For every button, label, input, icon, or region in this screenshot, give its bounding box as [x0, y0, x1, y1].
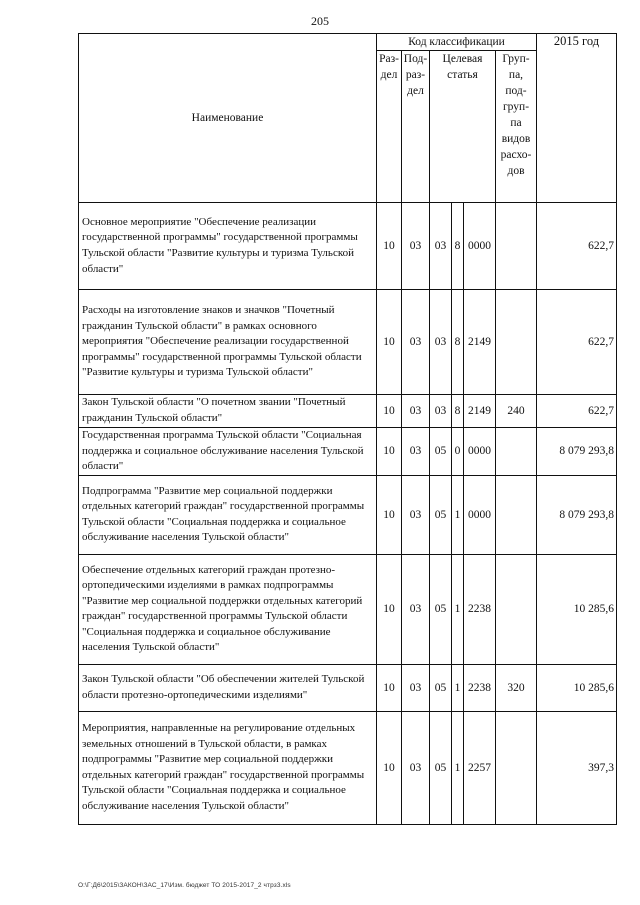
row-name: Основное мероприятие "Обеспечение реализации государственной программы" государственной программы Тульской области "Развитие культуры и туризма Тульской области"	[79, 203, 377, 290]
row-article-subprogram: 8	[452, 290, 464, 395]
row-section: 10	[377, 664, 402, 711]
row-amount: 622,7	[537, 395, 617, 428]
row-article-program: 03	[430, 203, 452, 290]
row-article-direction: 0000	[464, 428, 496, 476]
row-article-direction: 2238	[464, 664, 496, 711]
row-article-program: 05	[430, 428, 452, 476]
row-amount: 397,3	[537, 711, 617, 824]
row-section: 10	[377, 428, 402, 476]
row-subsection: 03	[402, 203, 430, 290]
row-article-direction: 2149	[464, 395, 496, 428]
row-expense-group: 320	[496, 664, 537, 711]
row-subsection: 03	[402, 395, 430, 428]
row-article-direction: 0000	[464, 475, 496, 554]
row-expense-group: 240	[496, 395, 537, 428]
row-article-program: 05	[430, 664, 452, 711]
header-expense-group: Груп- па, под- груп- па видов расхо- дов	[496, 51, 537, 203]
header-code-group: Код классификации	[377, 34, 537, 51]
table-row	[79, 711, 617, 824]
header-target-article: Целевая статья	[430, 51, 496, 203]
row-name: Государственная программа Тульской области "Социальная поддержка и социальное обслуживание населения Тульской области"	[79, 428, 377, 476]
row-name: Мероприятия, направленные на регулирование отдельных земельных отношений в Тульской области, в рамках подпрограммы "Развитие мер социальной поддержки отдельных категорий граждан" государственной программы Тульской области "Социальная поддержка и социальное обслуживание населения Тульской области"	[79, 711, 377, 824]
row-subsection: 03	[402, 428, 430, 476]
file-path-footer: O:\Г:Д6\2015\ЗАКОН\ЗАС_17\Изм. бюджет ТО 2015-2017_2 чтрз3.xls	[78, 882, 291, 889]
row-section: 10	[377, 554, 402, 664]
row-subsection: 03	[402, 290, 430, 395]
table-row	[79, 554, 617, 664]
row-article-direction: 2238	[464, 554, 496, 664]
header-section: Раз- дел	[377, 51, 402, 203]
table-row	[79, 475, 617, 554]
row-subsection: 03	[402, 475, 430, 554]
row-article-direction: 0000	[464, 203, 496, 290]
row-amount: 622,7	[537, 290, 617, 395]
row-expense-group	[496, 554, 537, 664]
row-name: Закон Тульской области "Об обеспечении жителей Тульской области протезно-ортопедическими изделиями"	[79, 664, 377, 711]
row-article-program: 03	[430, 395, 452, 428]
table-row	[79, 664, 617, 711]
row-amount: 10 285,6	[537, 554, 617, 664]
row-section: 10	[377, 711, 402, 824]
row-section: 10	[377, 203, 402, 290]
header-name: Наименование	[79, 34, 377, 203]
table-row	[79, 428, 617, 476]
row-section: 10	[377, 290, 402, 395]
row-article-program: 03	[430, 290, 452, 395]
row-expense-group	[496, 475, 537, 554]
row-name: Закон Тульской области "О почетном звании "Почетный гражданин Тульской области"	[79, 395, 377, 428]
header-amount: 2015 год	[537, 34, 617, 203]
row-amount: 8 079 293,8	[537, 475, 617, 554]
row-expense-group	[496, 428, 537, 476]
row-subsection: 03	[402, 554, 430, 664]
row-expense-group	[496, 290, 537, 395]
row-amount: 8 079 293,8	[537, 428, 617, 476]
row-article-program: 05	[430, 554, 452, 664]
row-article-subprogram: 8	[452, 203, 464, 290]
row-article-subprogram: 1	[452, 711, 464, 824]
table-row	[79, 395, 617, 428]
row-article-direction: 2257	[464, 711, 496, 824]
row-name: Подпрограмма "Развитие мер социальной поддержки отдельных категорий граждан" государственной программы Тульской области "Социальная поддержка и социальное обслуживание населения Тульской области"	[79, 475, 377, 554]
row-expense-group	[496, 711, 537, 824]
row-section: 10	[377, 475, 402, 554]
row-subsection: 03	[402, 664, 430, 711]
row-article-program: 05	[430, 475, 452, 554]
row-subsection: 03	[402, 711, 430, 824]
budget-table	[78, 33, 617, 825]
row-name: Обеспечение отдельных категорий граждан протезно-ортопедическими изделиями в рамках подпрограммы "Развитие мер социальной поддержки отдельных категорий граждан" государственной программы Тульской области "Социальная поддержка и социальное обслуживание населения Тульской области"	[79, 554, 377, 664]
row-amount: 10 285,6	[537, 664, 617, 711]
header-subsection: Под- раз- дел	[402, 51, 430, 203]
row-article-subprogram: 8	[452, 395, 464, 428]
table-row	[79, 203, 617, 290]
row-article-direction: 2149	[464, 290, 496, 395]
row-article-subprogram: 1	[452, 554, 464, 664]
row-amount: 622,7	[537, 203, 617, 290]
row-article-subprogram: 0	[452, 428, 464, 476]
row-article-program: 05	[430, 711, 452, 824]
page-number: 205	[311, 14, 329, 28]
row-article-subprogram: 1	[452, 664, 464, 711]
row-section: 10	[377, 395, 402, 428]
row-expense-group	[496, 203, 537, 290]
row-article-subprogram: 1	[452, 475, 464, 554]
row-name: Расходы на изготовление знаков и значков "Почетный гражданин Тульской области" в рамках основного мероприятия "Обеспечение реализации государственной программы" государственной программы Тульской области "Развитие культуры и туризма Тульской области"	[79, 290, 377, 395]
table-row	[79, 290, 617, 395]
